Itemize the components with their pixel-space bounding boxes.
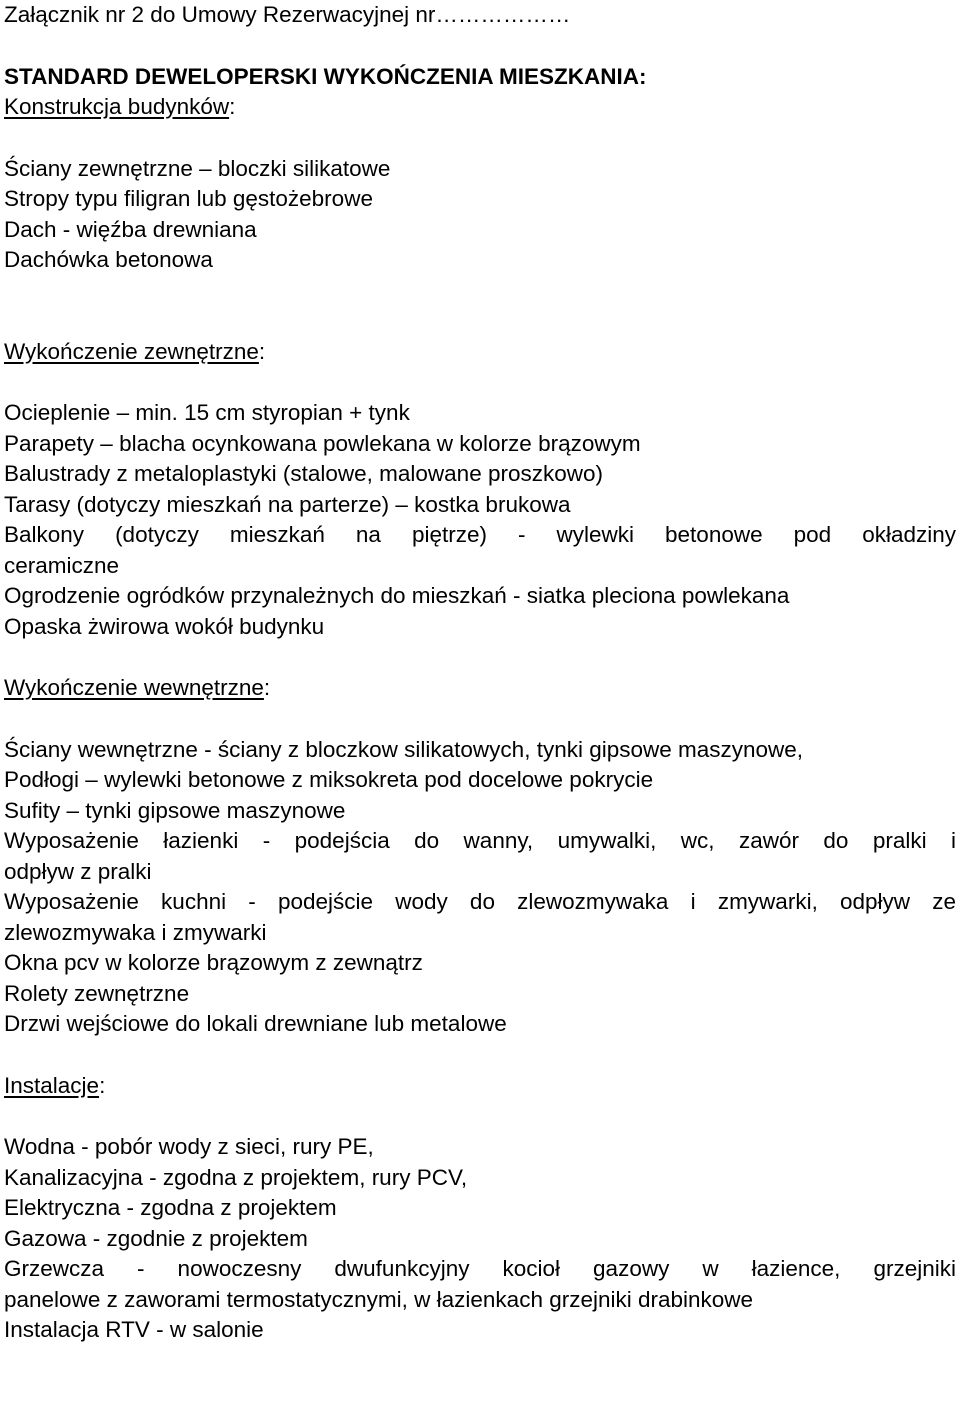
list-item: ceramiczne [4, 552, 120, 578]
section-heading-text: Instalacje [4, 1072, 100, 1098]
section-heading-colon: : [99, 1072, 106, 1098]
list-item: Opaska żwirowa wokół budynku [4, 613, 325, 639]
list-item: Rolety zewnętrzne [4, 980, 190, 1006]
section-heading-konstrukcja [4, 92, 956, 123]
list-item: Tarasy (dotyczy mieszkań na parterze) – kostka brukowa [4, 491, 571, 517]
list-item: Instalacja RTV - w salonie [4, 1317, 264, 1342]
list-item: Kanalizacyjna - zgodna z projektem, rury PCV, [4, 1164, 468, 1190]
list-item: Ocieplenie – min. 15 cm styropian + tynk [4, 400, 410, 425]
list-item: Ściany zewnętrzne – bloczki silikatowe [4, 155, 391, 181]
section-heading-colon: : [229, 94, 236, 119]
list-item: Podłogi – wylewki betonowe z miksokreta pod docelowe pokrycie [4, 767, 654, 792]
section-heading-colon: : [258, 338, 266, 364]
list-item: Grzewcza - nowoczesny dwufunkcyjny kocioł gazowy w łazience, grzejniki [4, 1256, 956, 1281]
list-item: Drzwi wejściowe do lokali drewniane lub metalowe [4, 1011, 507, 1036]
list-item: Wyposażenie łazienki - podejścia do wanny, umywalki, wc, zawór do pralki i [4, 828, 956, 853]
attachment-header: Załącznik nr 2 do Umowy Rezerwacyjnej nr……………… [4, 2, 571, 27]
list-item: Balkony (dotyczy mieszkań na piętrze) - wylewki betonowe pod okładziny [4, 522, 956, 547]
section-heading-zewnetrzne [4, 337, 956, 368]
section-heading-text: Wykończenie zewnętrzne [4, 338, 259, 364]
document-page [4, 0, 956, 1346]
list-item: Okna pcv w kolorze brązowym z zewnątrz [4, 950, 423, 975]
list-item: Wyposażenie kuchni - podejście wody do zlewozmywaka i zmywarki, odpływ ze [4, 889, 956, 914]
list-item: Elektryczna - zgodna z projektem [4, 1195, 337, 1220]
section-heading-instalacje [4, 1071, 956, 1102]
list-item: Dach - więźba drewniana [4, 216, 257, 242]
list-item: Sufity – tynki gipsowe maszynowe [4, 797, 346, 823]
section-heading-text: Wykończenie wewnętrzne [4, 675, 264, 700]
document-title: STANDARD DEWELOPERSKI WYKOŃCZENIA MIESZKANIA: [4, 63, 647, 89]
list-item: Ściany wewnętrzne - ściany z bloczkow silikatowych, tynki gipsowe maszynowe, [4, 736, 804, 762]
list-item: odpływ z pralki [4, 858, 152, 884]
list-item: panelowe z zaworami termostatycznymi, w łazienkach grzejniki drabinkowe [4, 1286, 754, 1312]
list-item: Stropy typu filigran lub gęstożebrowe [4, 186, 373, 211]
list-item: Wodna - pobór wody z sieci, rury PE, [4, 1134, 374, 1159]
list-item: Dachówka betonowa [4, 247, 213, 272]
section-heading-wewnetrzne [4, 673, 956, 704]
list-item: Balustrady z metaloplastyki (stalowe, malowane proszkowo) [4, 461, 603, 486]
section-heading-text: Konstrukcja budynków [4, 94, 230, 119]
list-item: Parapety – blacha ocynkowana powlekana w kolorze brązowym [4, 430, 641, 456]
list-item: Gazowa - zgodnie z projektem [4, 1225, 308, 1251]
section-heading-colon: : [263, 675, 271, 700]
list-item: Ogrodzenie ogródków przynależnych do mieszkań - siatka pleciona powlekana [4, 583, 790, 608]
list-item: zlewozmywaka i zmywarki [4, 919, 267, 945]
